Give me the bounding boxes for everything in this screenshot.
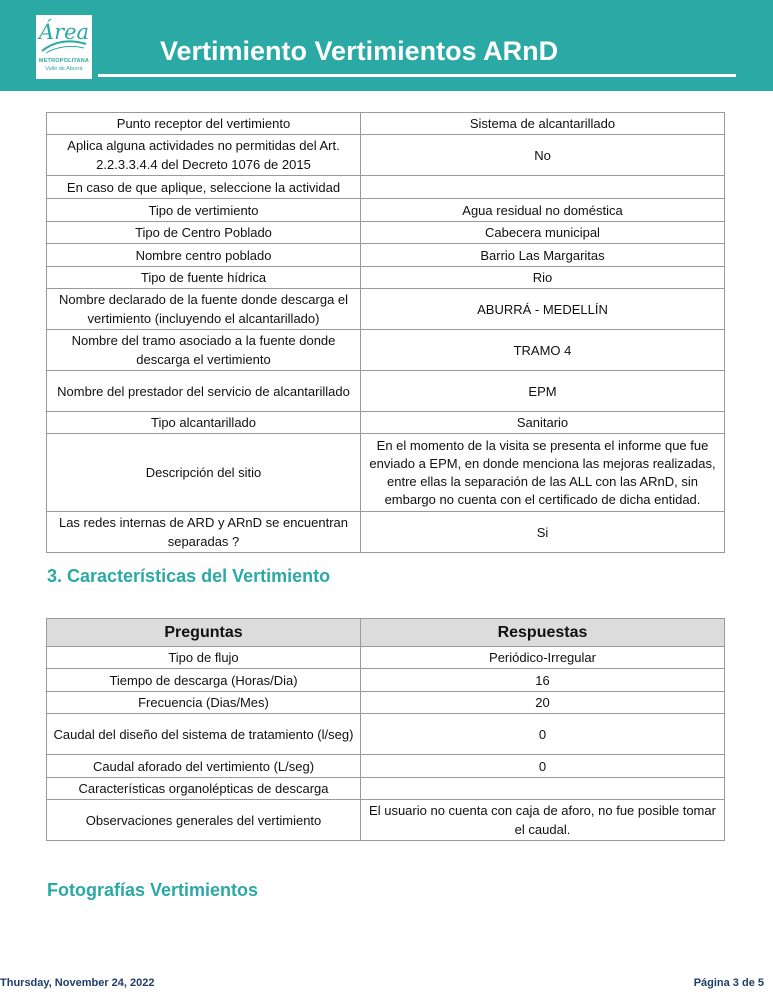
row-value: Periódico-Irregular <box>361 647 725 669</box>
logo-line2: Valle de Aburrá <box>45 66 83 72</box>
row-value: ABURRÁ - MEDELLÍN <box>361 289 725 330</box>
row-value: Agua residual no doméstica <box>361 199 725 222</box>
row-value: 0 <box>361 755 725 778</box>
table-row <box>47 244 725 267</box>
table-row <box>47 714 725 755</box>
table-row <box>47 222 725 244</box>
row-label: Tipo de vertimiento <box>47 199 361 222</box>
row-label: Descripción del sitio <box>47 434 361 512</box>
site-info-table <box>46 112 725 553</box>
row-value: Barrio Las Margaritas <box>361 244 725 267</box>
row-value: Cabecera municipal <box>361 222 725 244</box>
table-row <box>47 692 725 714</box>
row-label: Frecuencia (Dias/Mes) <box>47 692 361 714</box>
header-answers: Respuestas <box>361 619 725 647</box>
row-value: No <box>361 135 725 176</box>
row-label: Punto receptor del vertimiento <box>47 113 361 135</box>
row-label: Tipo alcantarillado <box>47 412 361 434</box>
row-value: 16 <box>361 669 725 692</box>
table-row <box>47 176 725 199</box>
table-header-row <box>47 619 725 647</box>
row-label: En caso de que aplique, seleccione la actividad <box>47 176 361 199</box>
table-row <box>47 267 725 289</box>
row-value: Sanitario <box>361 412 725 434</box>
table-row <box>47 669 725 692</box>
area-metropolitana-logo <box>36 15 92 79</box>
header-divider <box>98 74 736 77</box>
row-value: EPM <box>361 371 725 412</box>
page-header <box>0 0 773 91</box>
table-row <box>47 412 725 434</box>
table-row <box>47 434 725 512</box>
logo-line1: METROPOLITANA <box>38 58 90 64</box>
row-label: Tipo de fuente hídrica <box>47 267 361 289</box>
row-label: Observaciones generales del vertimiento <box>47 800 361 841</box>
table-row <box>47 800 725 841</box>
row-label: Nombre declarado de la fuente donde descarga el vertimiento (incluyendo el alcantarillado) <box>47 289 361 330</box>
row-value: El usuario no cuenta con caja de aforo, no fue posible tomar el caudal. <box>361 800 725 841</box>
row-value <box>361 176 725 199</box>
row-value: Si <box>361 512 725 553</box>
photos-section-title: Fotografías Vertimientos <box>47 880 259 900</box>
page-title: Vertimiento Vertimientos ARnD <box>160 36 559 66</box>
section-3-title: 3. Características del Vertimiento <box>47 566 331 586</box>
row-value: TRAMO 4 <box>361 330 725 371</box>
logo-swoosh-icon <box>40 37 88 55</box>
table-row <box>47 755 725 778</box>
row-value: 20 <box>361 692 725 714</box>
table-row <box>47 512 725 553</box>
table-row <box>47 778 725 800</box>
table-row <box>47 330 725 371</box>
row-label: Las redes internas de ARD y ARnD se encuentran separadas ? <box>47 512 361 553</box>
row-label: Tipo de Centro Poblado <box>47 222 361 244</box>
row-label: Tiempo de descarga (Horas/Dia) <box>47 669 361 692</box>
row-label: Nombre del prestador del servicio de alcantarillado <box>47 371 361 412</box>
footer-page-number: Página 3 de 5 <box>693 977 764 989</box>
table-row <box>47 647 725 669</box>
row-value: En el momento de la visita se presenta el informe que fue enviado a EPM, en donde menciona las mejoras realizadas, entre ellas la separación de las ALL con las ARnD, sin embargo no cuenta con el certificado de dicha entidad. <box>361 434 725 512</box>
row-label: Aplica alguna actividades no permitidas del Art. 2.2.3.3.4.4 del Decreto 1076 de 2015 <box>47 135 361 176</box>
row-label: Caudal aforado del vertimiento (L/seg) <box>47 755 361 778</box>
table-row <box>47 113 725 135</box>
table-row <box>47 289 725 330</box>
table-row <box>47 199 725 222</box>
row-label: Caudal del diseño del sistema de tratamiento (l/seg) <box>47 714 361 755</box>
row-value: Sistema de alcantarillado <box>361 113 725 135</box>
row-label: Tipo de flujo <box>47 647 361 669</box>
row-value: Rio <box>361 267 725 289</box>
characteristics-table <box>46 618 725 841</box>
table-row <box>47 135 725 176</box>
logo-word: Área <box>38 20 90 44</box>
row-value: 0 <box>361 714 725 755</box>
row-value <box>361 778 725 800</box>
row-label: Características organolépticas de descarga <box>47 778 361 800</box>
row-label: Nombre centro poblado <box>47 244 361 267</box>
row-label: Nombre del tramo asociado a la fuente donde descarga el vertimiento <box>47 330 361 371</box>
header-questions: Preguntas <box>47 619 361 647</box>
table-row <box>47 371 725 412</box>
footer-date: Thursday, November 24, 2022 <box>0 977 155 989</box>
